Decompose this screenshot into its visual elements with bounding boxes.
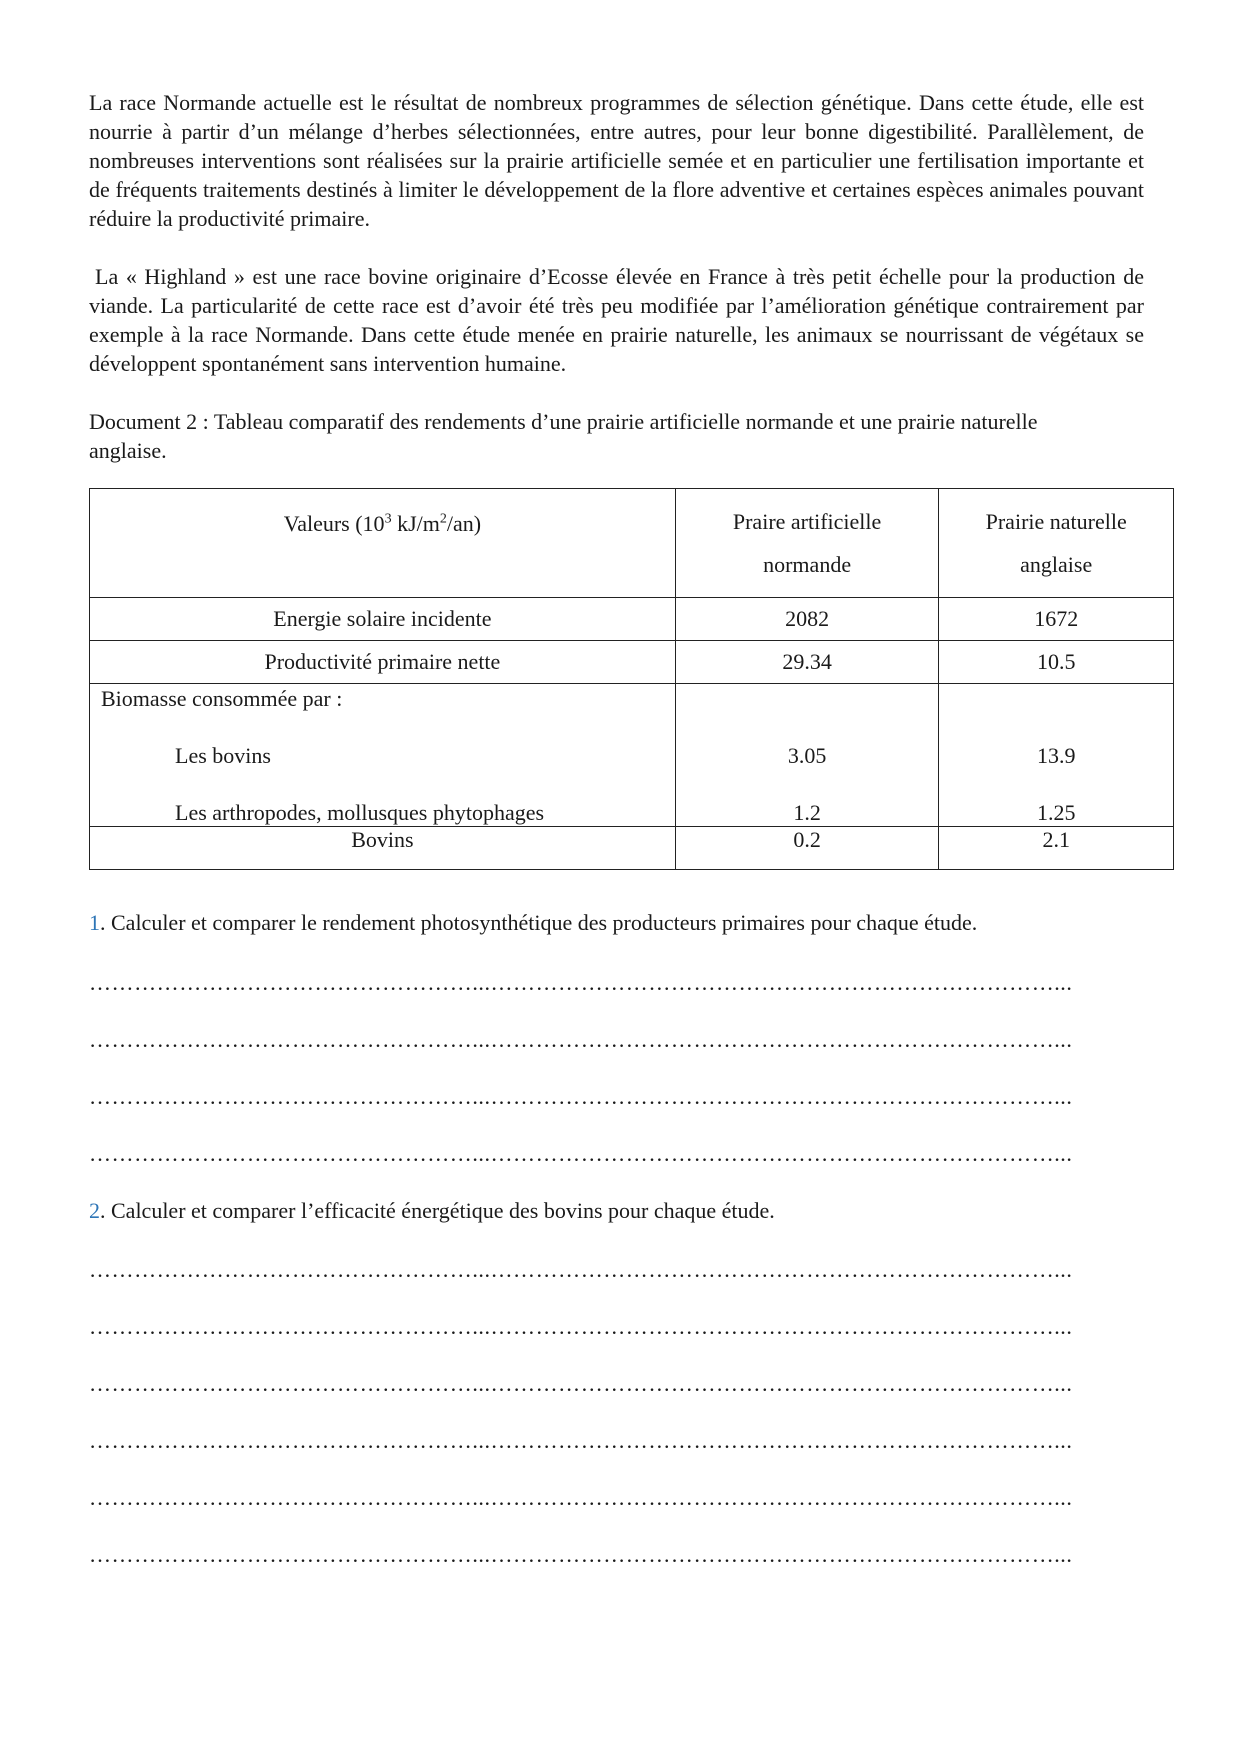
question-text: . Calculer et comparer le rendement photosynthétique des producteurs primaires pour chaque étude.	[100, 910, 978, 935]
biomass-label-cell	[90, 684, 676, 827]
question-1	[89, 910, 977, 936]
biomass-anglaise-cell	[939, 684, 1174, 827]
row-value: 10.5	[939, 641, 1174, 684]
biomass-sub-label: Les bovins	[175, 743, 271, 768]
row-value: 3.05	[787, 743, 827, 768]
table-row	[90, 641, 1174, 684]
table-row	[90, 827, 1174, 870]
table-row-biomass	[90, 684, 1174, 827]
row-value: 2082	[675, 598, 939, 641]
row-value: 0.2	[675, 827, 939, 870]
answer-line[interactable]: ……………………………………………...…………………………………………………………………...	[89, 1257, 1073, 1282]
question-2	[89, 1198, 775, 1224]
yield-table	[89, 488, 1174, 870]
answer-line[interactable]: ……………………………………………...…………………………………………………………………...	[89, 1371, 1073, 1396]
answer-line[interactable]: ……………………………………………...…………………………………………………………………...	[89, 1428, 1073, 1453]
table-header-row	[90, 489, 1174, 598]
intro-paragraph-1: La race Normande actuelle est le résultat de nombreux programmes de sélection génétique. Dans cette étude, elle est nourrie à partir d’un mélange d’herbes sélectionnées, entre autres, pour leur bonne digestibilité. Parallèlement, de nombreuses interventions sont réalisées sur la prairie artificielle semée et en particulier une fertilisation importante et de fréquents traitements destinés à limiter le développement de la flore adventive et certaines espèces animales pouvant réduire la productivité primaire.	[89, 90, 1144, 231]
question-text: . Calculer et comparer l’efficacité énergétique des bovins pour chaque étude.	[100, 1198, 775, 1223]
answer-line[interactable]: ……………………………………………...…………………………………………………………………...	[89, 1084, 1073, 1109]
row-value: 1.25	[1036, 800, 1076, 825]
answer-line[interactable]: ……………………………………………...…………………………………………………………………...	[89, 1314, 1073, 1339]
biomass-normande-cell	[675, 684, 939, 827]
header-col-normande: Praire artificielle normande	[675, 489, 939, 598]
row-value: 13.9	[1036, 743, 1076, 768]
answer-line[interactable]: ……………………………………………...…………………………………………………………………...	[89, 970, 1073, 995]
answer-line[interactable]: ……………………………………………...…………………………………………………………………...	[89, 1485, 1073, 1510]
biomass-sub-label: Les arthropodes, mollusques phytophages	[175, 800, 545, 825]
answer-line[interactable]: ……………………………………………...…………………………………………………………………...	[89, 1141, 1073, 1166]
intro-paragraph-2: La « Highland » est une race bovine originaire d’Ecosse élevée en France à très petit échelle pour la production de viande. La particularité de cette race est d’avoir été très peu modifiée par l’amélioration génétique contrairement par exemple à la race Normande. Dans cette étude menée en prairie naturelle, les animaux se nourrissant de végétaux se développent spontanément sans intervention humaine.	[89, 264, 1144, 376]
row-label: Productivité primaire nette	[90, 641, 676, 684]
question-number: 2	[89, 1198, 100, 1223]
row-label: Energie solaire incidente	[90, 598, 676, 641]
biomass-label: Biomasse consommée par :	[101, 686, 343, 711]
question-number: 1	[89, 910, 100, 935]
document-body	[89, 88, 1144, 465]
row-label: Bovins	[90, 827, 676, 870]
row-value: 1672	[939, 598, 1174, 641]
row-value: 1.2	[793, 800, 821, 825]
row-value: 2.1	[939, 827, 1174, 870]
document-title: Document 2 : Tableau comparatif des rendements d’une prairie artificielle normande et une prairie naturelle anglaise.	[89, 409, 1038, 463]
table-row	[90, 598, 1174, 641]
answer-line[interactable]: ……………………………………………...…………………………………………………………………...	[89, 1542, 1073, 1567]
header-units-cell: Valeurs ($10^3$ $kJ/m^2/an$)	[90, 489, 676, 598]
row-value: 29.34	[675, 641, 939, 684]
answer-line[interactable]: ……………………………………………...…………………………………………………………………...	[89, 1027, 1073, 1052]
header-col-anglaise: Prairie naturelle anglaise	[939, 489, 1174, 598]
